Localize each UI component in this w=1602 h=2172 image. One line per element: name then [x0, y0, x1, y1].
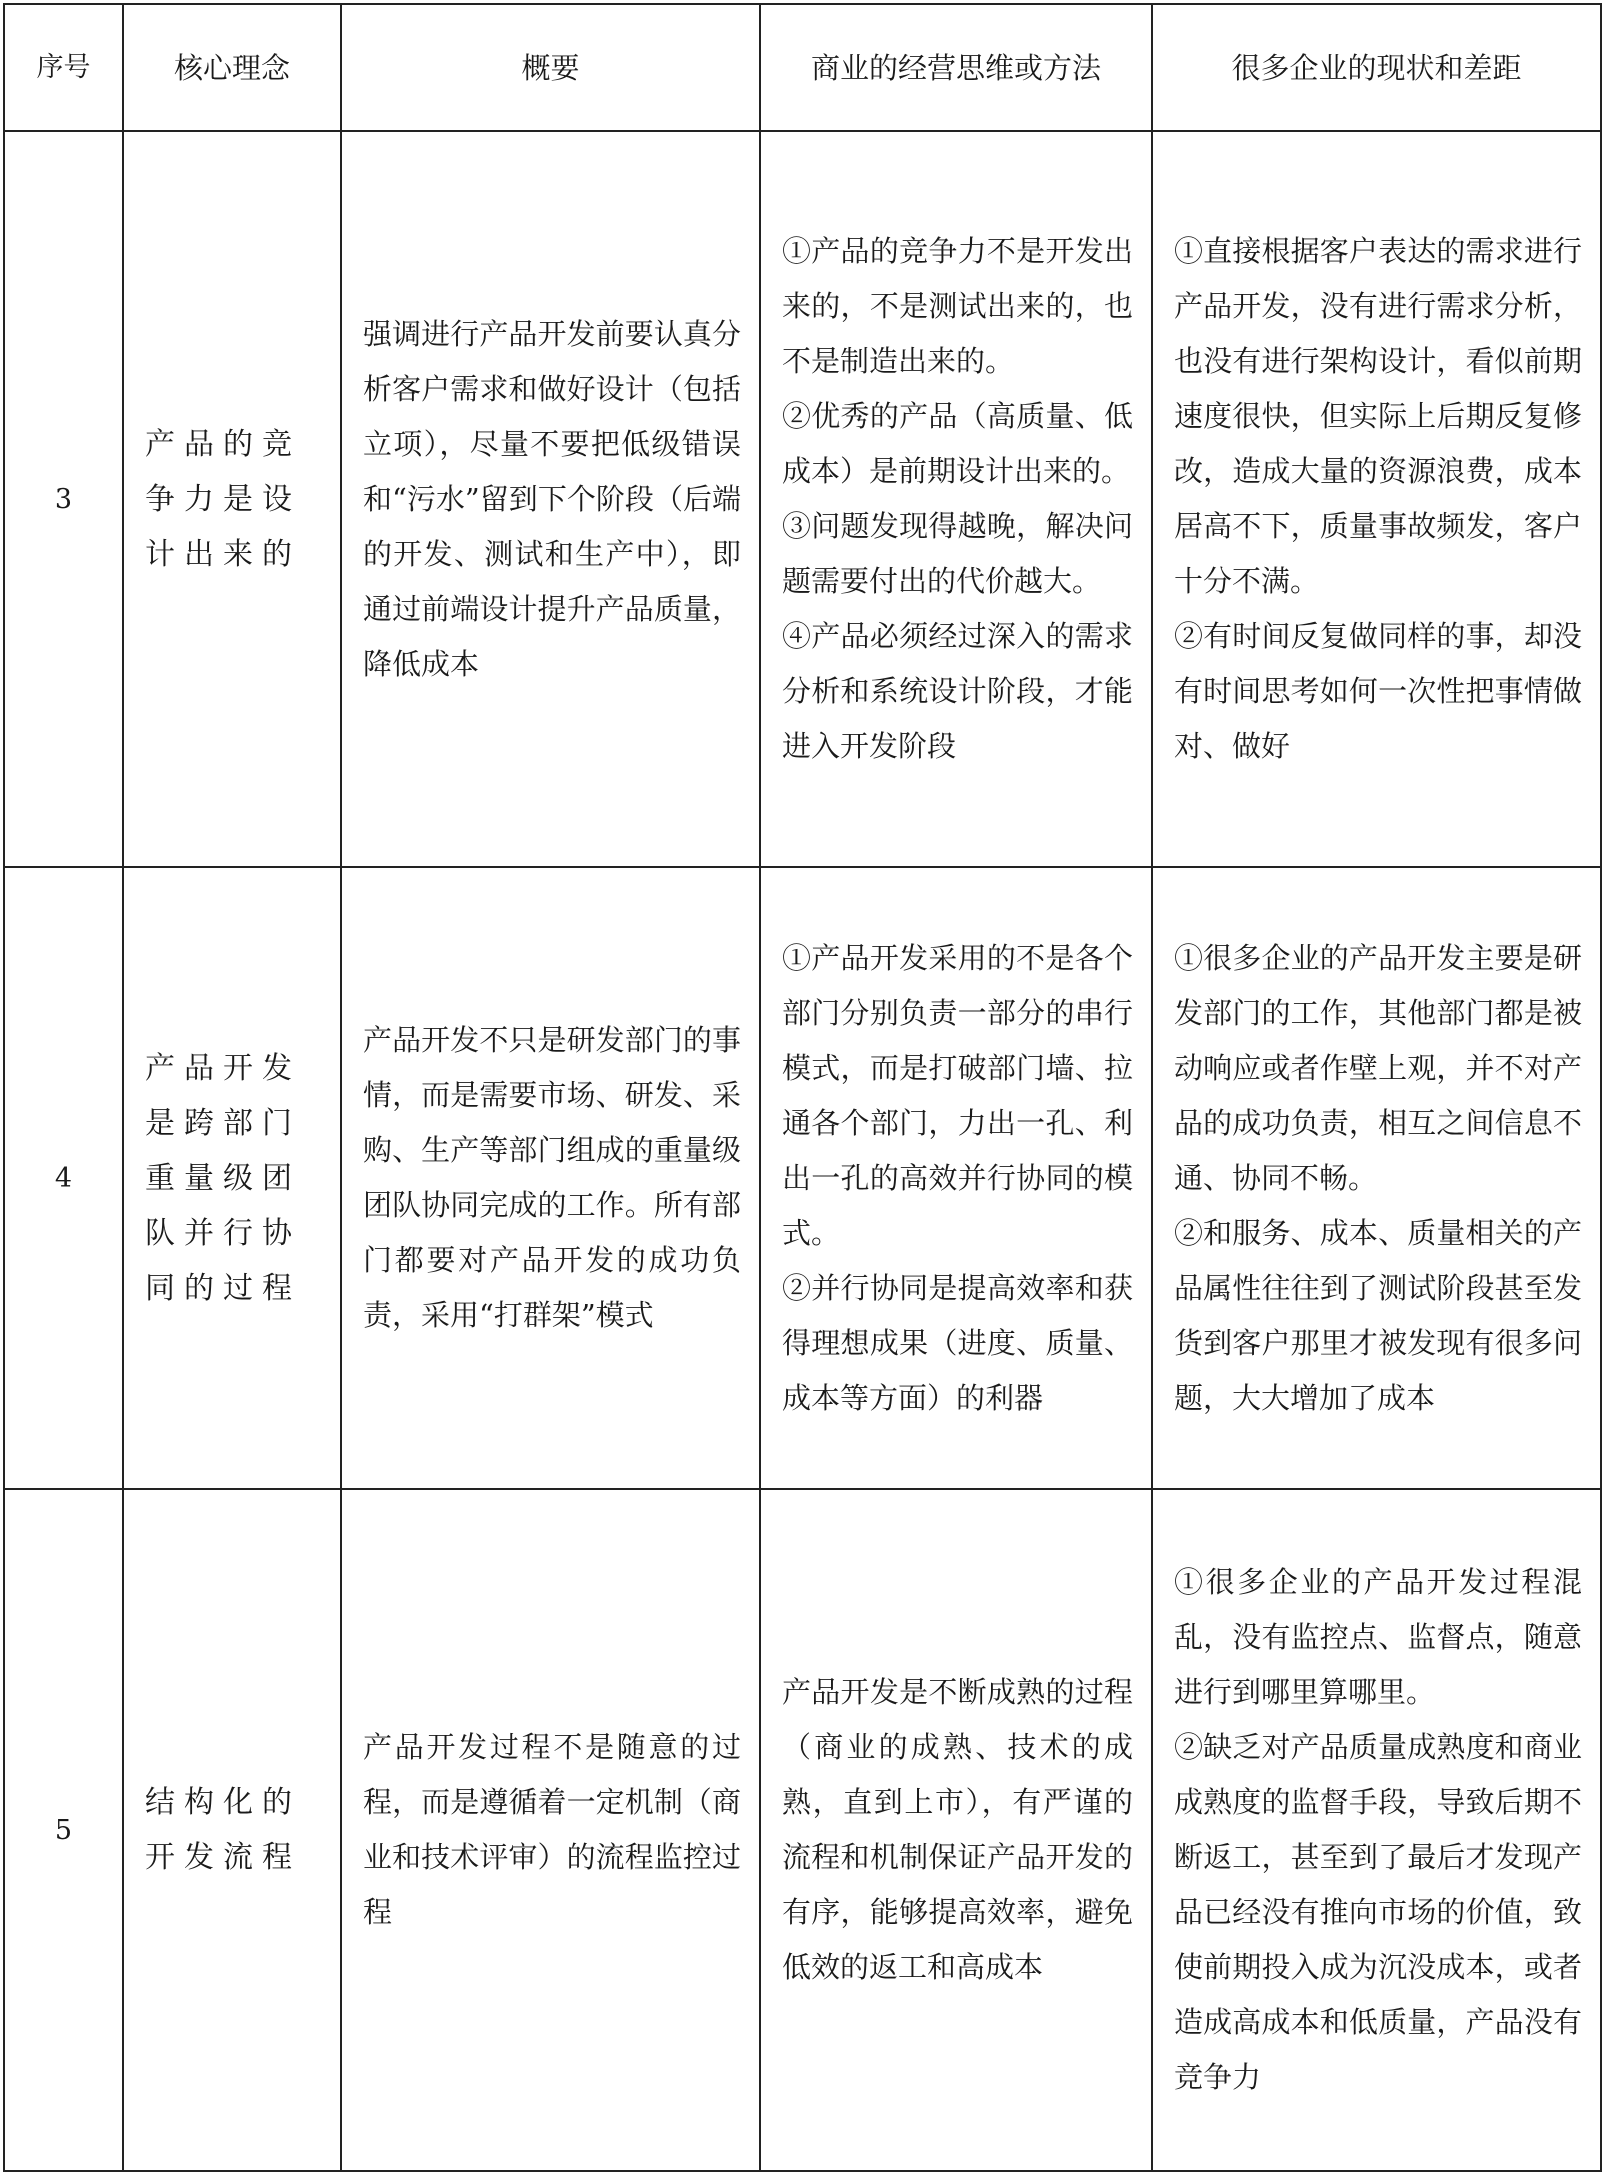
gap-item: ②缺乏对产品质量成熟度和商业成熟度的监督手段，导致后期不断返工，甚至到了最后才发现产品已经没有推向市场的价值，致使前期投入成为沉没成本，或者造成高成本和低质量，产品没有竞争力 [1174, 1730, 1582, 2094]
row-num: 5 [4, 1489, 123, 2171]
row-num: 4 [4, 867, 123, 1489]
content-table [3, 3, 1602, 2172]
business-item: ②优秀的产品（高质量、低成本）是前期设计出来的。 [782, 399, 1133, 488]
table-row [4, 1489, 1601, 2171]
row-core: 产品的竞争力是设计出来的 [123, 131, 341, 867]
gap-item: ①很多企业的产品开发过程混乱，没有监控点、监督点，随意进行到哪里算哪里。 [1174, 1565, 1582, 1709]
gap-item: ②和服务、成本、质量相关的产品属性往往到了测试阶段甚至发货到客户那里才被发现有很多问题，大大增加了成本 [1174, 1215, 1582, 1415]
row-gap [1152, 867, 1601, 1489]
table-row [4, 867, 1601, 1489]
business-item: ②并行协同是提高效率和获得理想成果（进度、质量、成本等方面）的利器 [782, 1270, 1133, 1415]
row-business [760, 131, 1152, 867]
row-gap [1152, 131, 1601, 867]
header-core: 核心理念 [123, 4, 341, 131]
row-summary: 产品开发过程不是随意的过程，而是遵循着一定机制（商业和技术评审）的流程监控过程 [341, 1489, 760, 2171]
row-summary: 产品开发不只是研发部门的事情，而是需要市场、研发、采购、生产等部门组成的重量级团队协同完成的工作。所有部门都要对产品开发的成功负责，采用“打群架”模式 [341, 867, 760, 1489]
row-core: 结构化的开发流程 [123, 1489, 341, 2171]
business-item: ①产品开发采用的不是各个部门分别负责一部分的串行模式，而是打破部门墙、拉通各个部门，力出一孔、利出一孔的高效并行协同的模式。 [782, 940, 1133, 1250]
gap-item: ①很多企业的产品开发主要是研发部门的工作，其他部门都是被动响应或者作壁上观，并不对产品的成功负责，相互之间信息不通、协同不畅。 [1174, 940, 1582, 1195]
row-business [760, 867, 1152, 1489]
row-summary: 强调进行产品开发前要认真分析客户需求和做好设计（包括立项），尽量不要把低级错误和“污水”留到下个阶段（后端的开发、测试和生产中），即通过前端设计提升产品质量，降低成本 [341, 131, 760, 867]
header-num: 序号 [4, 4, 123, 131]
header-summary: 概要 [341, 4, 760, 131]
business-item: ①产品的竞争力不是开发出来的，不是测试出来的，也不是制造出来的。 [782, 234, 1133, 378]
business-item: 产品开发是不断成熟的过程（商业的成熟、技术的成熟，直到上市），有严谨的流程和机制保证产品开发的有序，能够提高效率，避免低效的返工和高成本 [782, 1675, 1133, 1984]
gap-item: ②有时间反复做同样的事，却没有时间思考如何一次性把事情做对、做好 [1174, 619, 1582, 763]
table-row [4, 131, 1601, 867]
row-num: 3 [4, 131, 123, 867]
row-core: 产品开发是跨部门重量级团队并行协同的过程 [123, 867, 341, 1489]
header-row [4, 4, 1601, 131]
business-item: ④产品必须经过深入的需求分析和系统设计阶段，才能进入开发阶段 [782, 619, 1133, 763]
business-item: ③问题发现得越晚，解决问题需要付出的代价越大。 [782, 509, 1133, 598]
row-gap [1152, 1489, 1601, 2171]
header-business: 商业的经营思维或方法 [760, 4, 1152, 131]
header-gap: 很多企业的现状和差距 [1152, 4, 1601, 131]
row-business [760, 1489, 1152, 2171]
gap-item: ①直接根据客户表达的需求进行产品开发，没有进行需求分析，也没有进行架构设计，看似前期速度很快，但实际上后期反复修改，造成大量的资源浪费，成本居高不下，质量事故频发，客户十分不满。 [1174, 234, 1582, 598]
